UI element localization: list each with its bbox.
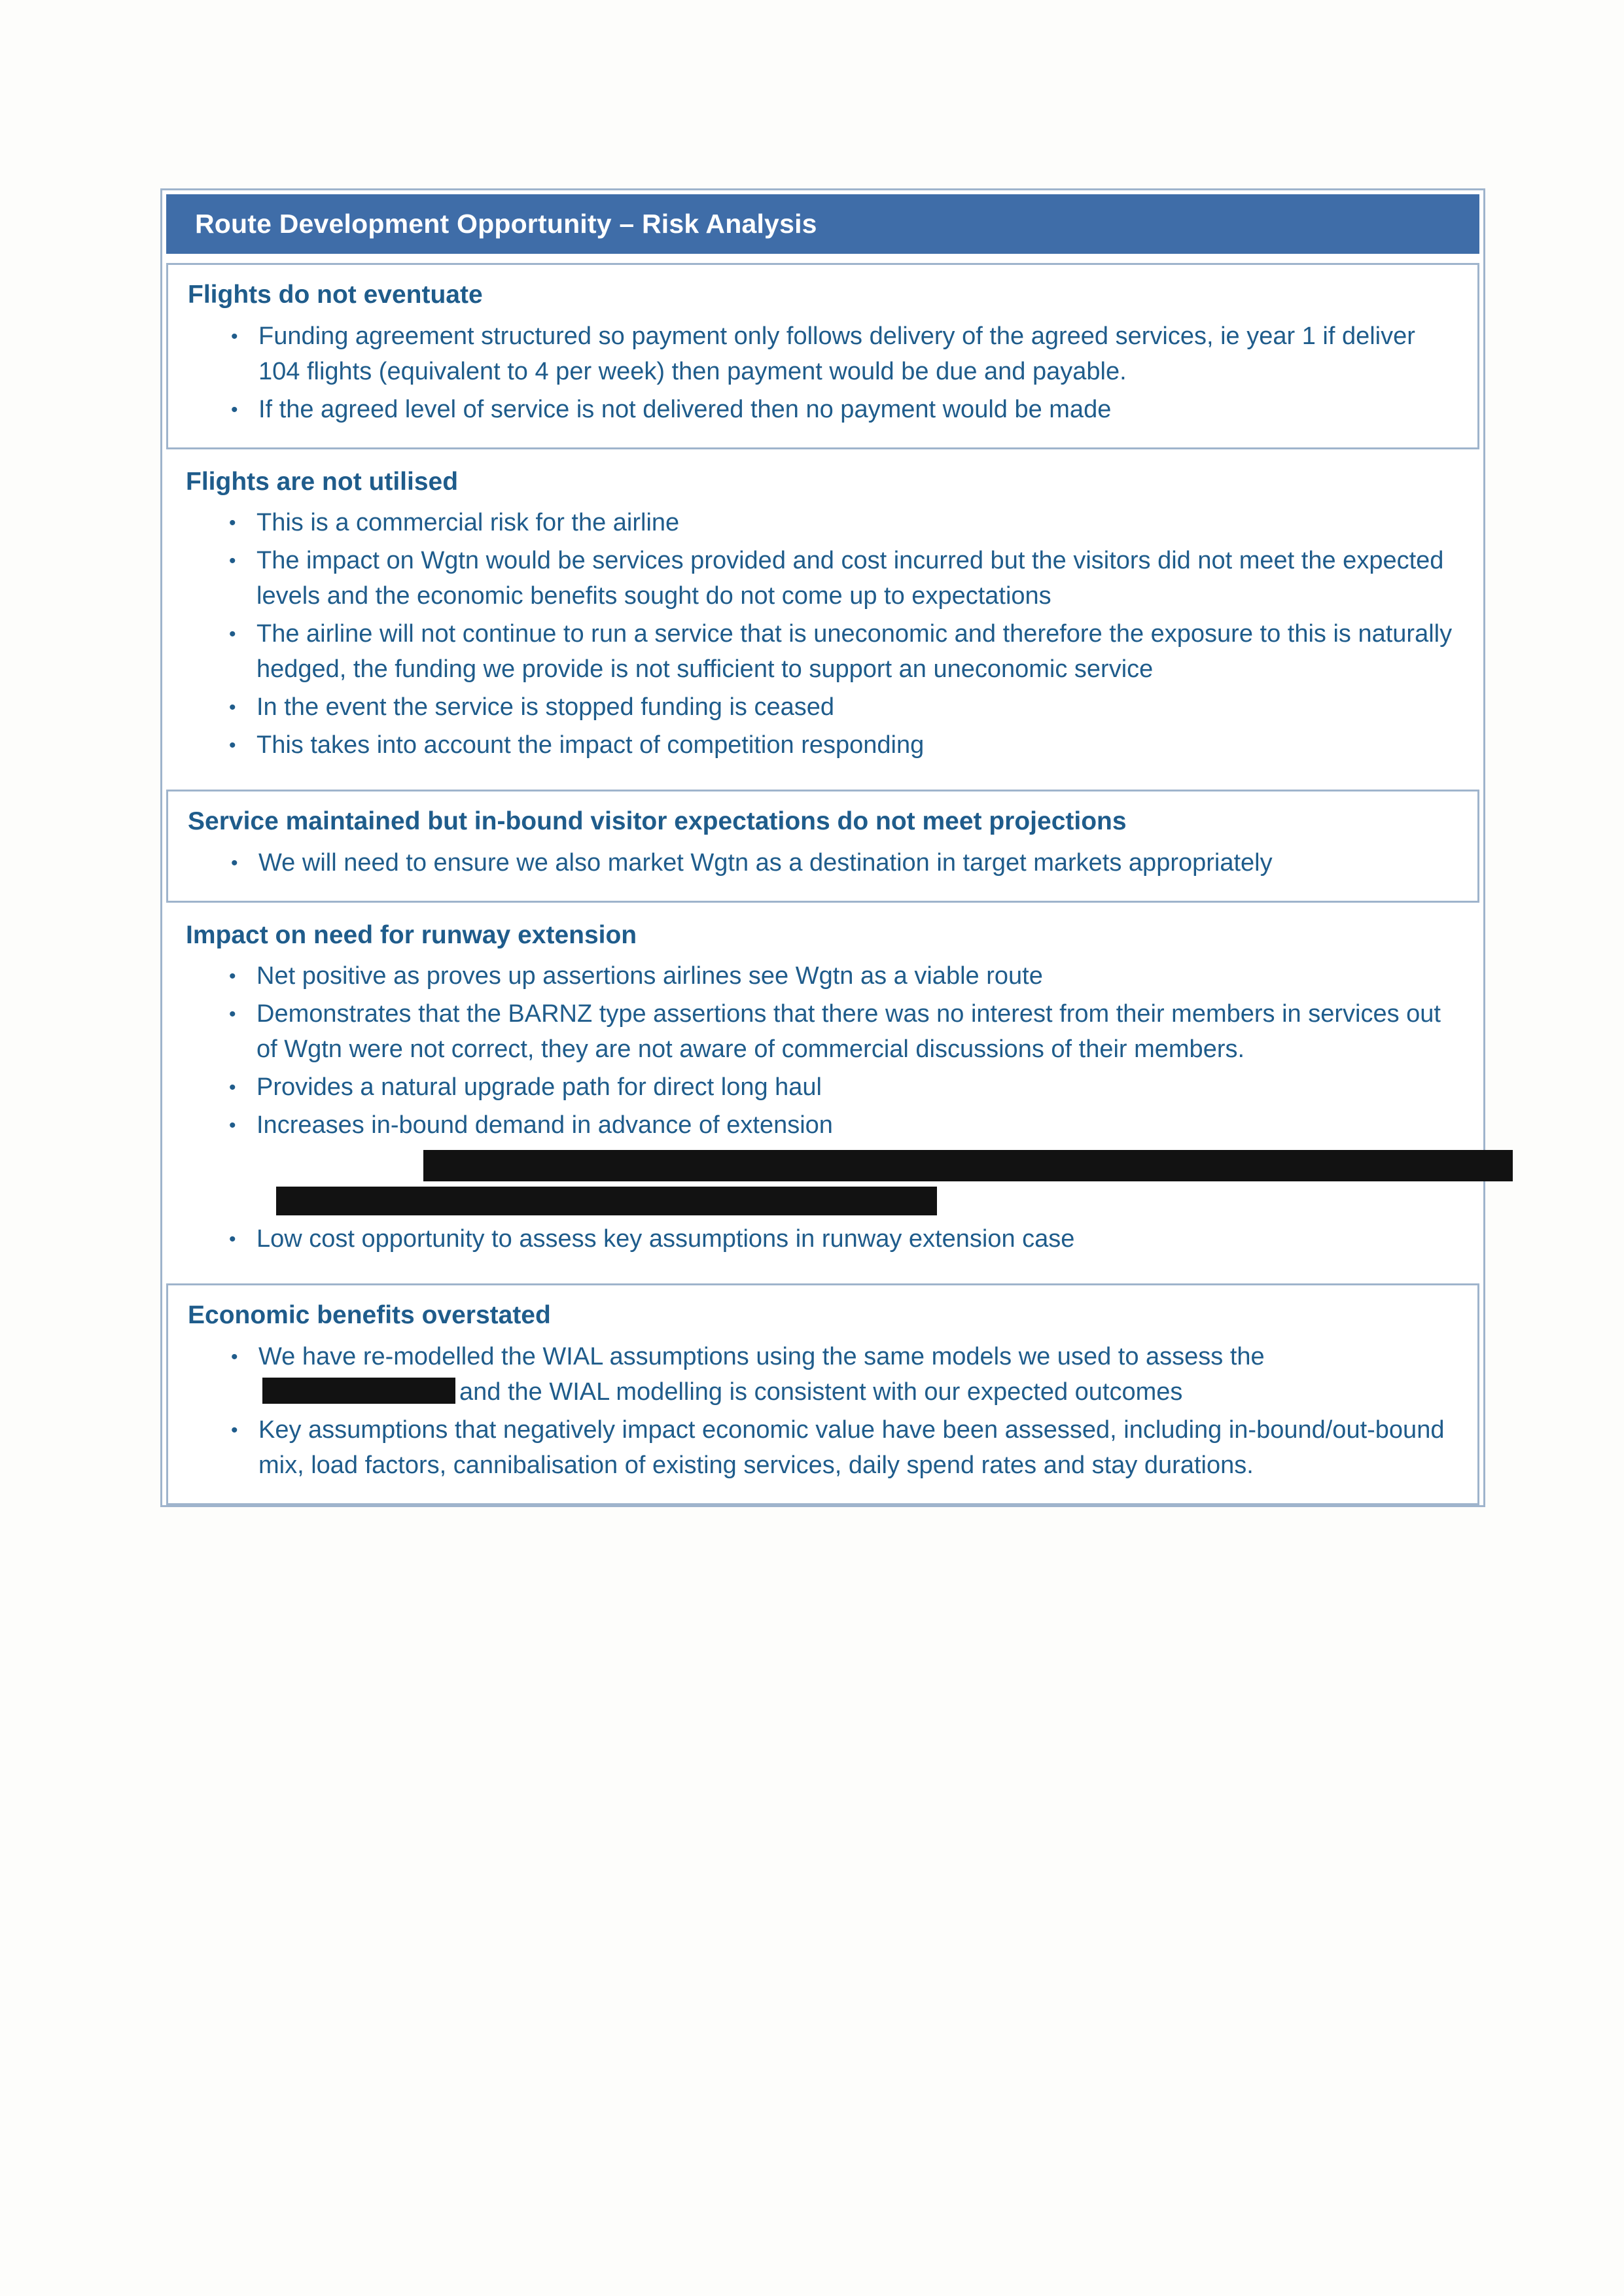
list-item-text-after-redaction: and the WIAL modelling is consistent with our expected outcomes bbox=[459, 1378, 1183, 1406]
redaction-inline bbox=[262, 1378, 455, 1404]
section-service-maintained bbox=[166, 790, 1479, 903]
bullet-list bbox=[186, 959, 1460, 1143]
redacted-text-block bbox=[186, 1150, 1460, 1215]
bullet-list bbox=[188, 1340, 1458, 1484]
bullet-list bbox=[186, 506, 1460, 763]
document-title-bar: Route Development Opportunity – Risk Analysis bbox=[166, 194, 1479, 254]
list-item-with-redaction bbox=[188, 1340, 1458, 1410]
list-item: • The airline will not continue to run a service that is uneconomic and therefore the exposure to this is naturally hedged, the funding we provide is not sufficient to support an uneconomic service bbox=[186, 617, 1460, 687]
list-item: • Key assumptions that negatively impact economic value have been assessed, including in-bound/out-bound mix, load factors, cannibalisation of existing services, daily spend rates and stay durations. bbox=[188, 1413, 1458, 1484]
list-item: • In the event the service is stopped funding is ceased bbox=[186, 690, 1460, 725]
bullet-list bbox=[188, 319, 1458, 428]
list-item: • This takes into account the impact of competition responding bbox=[186, 728, 1460, 763]
redaction-bar bbox=[423, 1150, 1513, 1181]
section-heading: Economic benefits overstated bbox=[188, 1301, 551, 1330]
section-flights-do-not-eventuate bbox=[166, 263, 1479, 449]
list-item-text-before-redaction: We have re-modelled the WIAL assumptions using the same models we used to assess the bbox=[258, 1342, 1265, 1370]
section-heading: Impact on need for runway extension bbox=[186, 920, 637, 949]
list-item: • Funding agreement structured so payment only follows delivery of the agreed services, ie year 1 if deliver 104 flights (equivalent to 4 per week) then payment would be due and payable. bbox=[188, 319, 1458, 390]
list-item: • Low cost opportunity to assess key assumptions in runway extension case bbox=[186, 1222, 1460, 1257]
list-item: • We will need to ensure we also market Wgtn as a destination in target markets appropriately bbox=[188, 846, 1458, 881]
list-item: • This is a commercial risk for the airline bbox=[186, 506, 1460, 541]
redaction-bar bbox=[276, 1187, 937, 1215]
list-item: • If the agreed level of service is not delivered then no payment would be made bbox=[188, 392, 1458, 428]
section-heading: Service maintained but in-bound visitor expectations do not meet projections bbox=[188, 807, 1127, 836]
list-item: • Increases in-bound demand in advance of extension bbox=[186, 1108, 1460, 1143]
bullet-list-continued bbox=[186, 1222, 1460, 1257]
section-economic-benefits-overstated bbox=[166, 1283, 1479, 1505]
list-item: • Provides a natural upgrade path for direct long haul bbox=[186, 1070, 1460, 1105]
section-impact-runway-extension bbox=[166, 903, 1479, 1274]
section-flights-are-not-utilised bbox=[166, 449, 1479, 780]
list-item: • Demonstrates that the BARNZ type assertions that there was no interest from their members in services out of Wgtn were not correct, they are not aware of commercial discussions of their members. bbox=[186, 997, 1460, 1068]
bullet-list bbox=[188, 846, 1458, 881]
list-item: • Net positive as proves up assertions airlines see Wgtn as a viable route bbox=[186, 959, 1460, 994]
list-item: • The impact on Wgtn would be services provided and cost incurred but the visitors did not meet the expected levels and the economic benefits sought do not come up to expectations bbox=[186, 544, 1460, 614]
section-heading: Flights are not utilised bbox=[186, 467, 459, 496]
section-heading: Flights do not eventuate bbox=[188, 281, 483, 309]
risk-analysis-document bbox=[160, 188, 1485, 1507]
